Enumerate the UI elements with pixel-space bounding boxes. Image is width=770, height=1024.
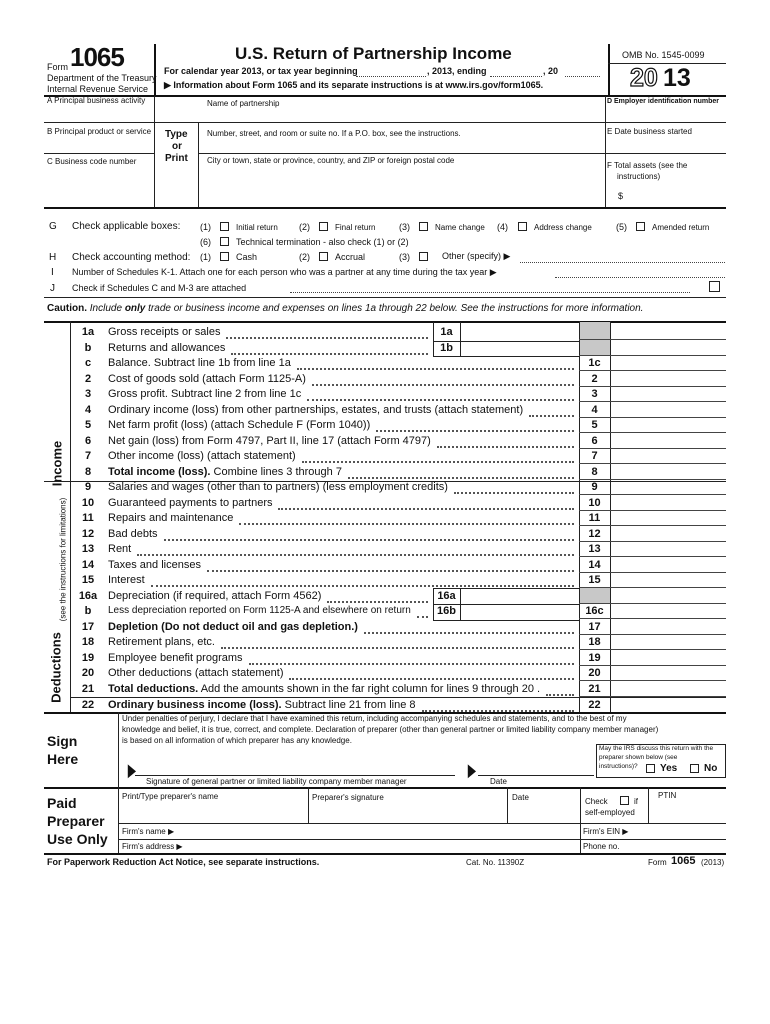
line-label: Rent — [108, 543, 132, 555]
omb-number: OMB No. 1545-0099 — [622, 50, 705, 60]
check-boxes-label: Check applicable boxes: — [72, 221, 181, 232]
line-label: Other deductions (attach statement) — [108, 667, 284, 679]
here-title: Here — [47, 751, 79, 767]
line-label: Gross receipts or sales — [108, 326, 221, 338]
line-box-number: 6 — [591, 435, 598, 447]
line-box-number: 14 — [588, 559, 601, 571]
line-number: 21 — [81, 683, 95, 695]
line-box-number: 15 — [588, 574, 601, 586]
line-amount-field[interactable] — [612, 665, 724, 679]
ein-field[interactable] — [608, 108, 724, 121]
line-amount-field[interactable] — [612, 510, 724, 524]
phone-label: Phone no. — [583, 842, 620, 851]
initial-return-checkbox[interactable] — [220, 222, 229, 231]
sign-arrow-icon: ▶ — [127, 760, 137, 780]
line-number: b — [84, 342, 92, 354]
print-word: Print — [165, 153, 188, 164]
sign-date-label: Date — [490, 777, 507, 786]
line-number: 22 — [81, 699, 95, 711]
line-box-number: 18 — [588, 636, 601, 648]
line-box-number: 4 — [591, 404, 598, 416]
info-line: ▶ Information about Form 1065 and its separate instructions is at www.irs.gov/form1065. — [164, 80, 544, 90]
line-box-number: 11 — [588, 512, 601, 524]
line-box-number: 16c — [585, 605, 604, 617]
line-box-number: 21 — [588, 683, 601, 695]
line-number: 20 — [81, 667, 95, 679]
partnership-name-label: Name of partnership — [207, 99, 280, 108]
line-amount-field[interactable] — [612, 355, 724, 369]
schedules-k1-label: Number of Schedules K-1. Attach one for each person who was a partner at any time during the tax year ▶ — [72, 267, 497, 277]
phone-field[interactable] — [630, 840, 724, 852]
line-box-number: 10 — [588, 497, 601, 509]
sign-date-field[interactable] — [480, 760, 590, 774]
line-amount-field[interactable] — [612, 495, 724, 509]
line-box-number: 22 — [588, 699, 601, 711]
line-label: Depletion (Do not deduct oil and gas depletion.) — [108, 621, 358, 633]
line-number: 4 — [84, 404, 92, 416]
line-label: Returns and allowances — [108, 342, 226, 354]
line-number: 17 — [81, 621, 95, 633]
total-assets-field[interactable] — [628, 190, 724, 203]
city-field[interactable] — [200, 170, 603, 200]
line-box-number: 7 — [591, 450, 598, 462]
line-label: Retirement plans, etc. — [108, 636, 215, 648]
line-number: c — [84, 357, 92, 369]
form-word: Form — [47, 62, 68, 72]
line-box-number: 17 — [588, 621, 601, 633]
firm-ein-label: Firm's EIN ▶ — [583, 827, 629, 836]
line-box-number: 8 — [591, 466, 598, 478]
line-number: 18 — [81, 636, 95, 648]
paperwork-notice: For Paperwork Reduction Act Notice, see separate instructions. — [47, 857, 320, 867]
line-label: Total income (loss). Combine lines 3 through 7 — [108, 466, 342, 478]
address-change-checkbox[interactable] — [518, 222, 527, 231]
firm-name-field[interactable] — [200, 825, 576, 837]
line-number: 1a — [81, 326, 95, 338]
deductions-side-label: Deductions — [48, 632, 64, 703]
mid-box-number: 16a — [437, 590, 456, 602]
city-label: City or town, state or province, country, and ZIP or foreign postal code — [207, 156, 455, 165]
line-amount-field[interactable] — [612, 619, 724, 633]
date-started-label: E Date business started — [607, 127, 692, 136]
line-a-label: A Principal business activity — [47, 96, 146, 105]
line-amount-field[interactable] — [612, 650, 724, 664]
firm-name-label: Firm's name ▶ — [122, 827, 175, 836]
line-number: 12 — [81, 528, 95, 540]
preparer-signature-field[interactable] — [311, 805, 504, 820]
total-assets-label: F Total assets (see the — [607, 161, 688, 170]
address-label: Number, street, and room or suite no. If a P.O. box, see the instructions. — [207, 129, 461, 138]
schedules-c-m3-checkbox[interactable] — [709, 281, 720, 292]
technical-termination-checkbox[interactable] — [220, 237, 229, 246]
line-number: 2 — [84, 373, 92, 385]
deductions-limitations-note: (see the instructions for limitations) — [58, 497, 68, 622]
form-number: 1065 — [70, 42, 124, 72]
calendar-year-line: For calendar year 2013, or tax year beginning — [164, 66, 358, 76]
line-number: 16a — [78, 590, 98, 602]
line-amount-field[interactable] — [612, 603, 724, 617]
ptin-field[interactable] — [651, 803, 724, 821]
line-number: 14 — [81, 559, 95, 571]
ein-label: D Employer identification number — [607, 98, 720, 105]
line-amount-field[interactable] — [612, 448, 724, 462]
line-label: Balance. Subtract line 1b from line 1a — [108, 357, 291, 369]
accounting-method-label: Check accounting method: — [72, 252, 191, 263]
line-amount-field[interactable] — [612, 417, 724, 431]
line-label: Ordinary income (loss) from other partnerships, estates, and trusts (attach statement) — [108, 404, 524, 416]
line-label: Less depreciation reported on Form 1125-A and elsewhere on return — [108, 605, 411, 616]
line-c-label: C Business code number — [47, 157, 137, 166]
sign-title: Sign — [47, 733, 78, 749]
line-box-number: 3 — [591, 388, 598, 400]
preparer-date-label: Date — [512, 793, 529, 802]
line-box-number: 13 — [588, 543, 601, 555]
amended-return-checkbox[interactable] — [636, 222, 645, 231]
catalog-number: Cat. No. 11390Z — [466, 858, 525, 867]
line-label: Taxes and licenses — [108, 559, 201, 571]
use-only-title: Use Only — [47, 831, 108, 847]
name-change-checkbox[interactable] — [419, 222, 428, 231]
line-label: Employee benefit programs — [108, 652, 243, 664]
line-label: Bad debts — [108, 528, 158, 540]
line-number: 13 — [81, 543, 95, 555]
form-title: U.S. Return of Partnership Income — [235, 44, 512, 63]
line-label: Cost of goods sold (attach Form 1125-A) — [108, 373, 306, 385]
line-label: Gross profit. Subtract line 2 from line 1c — [108, 388, 302, 400]
line-label: Guaranteed payments to partners — [108, 497, 273, 509]
schedules-c-m3-label: Check if Schedules C and M-3 are attached — [72, 283, 247, 293]
line-amount-field[interactable] — [612, 386, 724, 400]
line-amount-field[interactable] — [612, 464, 724, 478]
final-return-checkbox[interactable] — [319, 222, 328, 231]
irs-name: Internal Revenue Service — [47, 84, 149, 94]
irs-discuss-no-checkbox[interactable] — [690, 764, 699, 773]
line-amount-field[interactable] — [612, 572, 724, 586]
line-label: Net farm profit (loss) (attach Schedule F (Form 1040)) — [108, 419, 371, 431]
ptin-label: PTIN — [658, 791, 677, 800]
dollar-sign: $ — [618, 191, 624, 201]
line-amount-field[interactable] — [612, 697, 724, 711]
firm-address-label: Firm's address ▶ — [122, 842, 183, 851]
dept-treasury: Department of the Treasury — [47, 73, 157, 83]
other-method-checkbox[interactable] — [419, 252, 428, 261]
line-box-number: 9 — [591, 481, 598, 493]
line-number: 7 — [84, 450, 92, 462]
line-label: Net gain (loss) from Form 4797, Part II, line 17 (attach Form 4797) — [108, 435, 431, 447]
signature-label: Signature of general partner or limited liability company member manager — [146, 777, 407, 786]
line-box-number: 5 — [591, 419, 598, 431]
date-started-field[interactable] — [608, 138, 724, 152]
line-amount-field[interactable] — [612, 557, 724, 571]
line-amount-field[interactable] — [612, 634, 724, 648]
line-number: 5 — [84, 419, 92, 431]
line-label: Ordinary business income (loss). Subtract line 21 from line 8 — [108, 699, 416, 711]
caution-note: Caution. Include only trade or business income and expenses on lines 1a through 22 below. See the instructions for more information. — [47, 303, 644, 314]
line-label: Repairs and maintenance — [108, 512, 234, 524]
partner-signature-field[interactable] — [140, 760, 455, 774]
line-amount-field[interactable] — [612, 541, 724, 555]
firm-address-field[interactable] — [200, 840, 576, 852]
line-amount-field[interactable] — [612, 402, 724, 416]
preparer-name-label: Print/Type preparer's name — [122, 792, 219, 801]
mid-box-number: 1b — [440, 342, 453, 354]
mid-box-number: 1a — [440, 326, 453, 338]
mid-box-number: 16b — [437, 605, 456, 617]
line-amount-field[interactable] — [612, 371, 724, 385]
line-amount-field[interactable] — [612, 479, 724, 493]
line-number: b — [84, 605, 92, 617]
line-box-number: 20 — [588, 667, 601, 679]
line-number: 19 — [81, 652, 95, 664]
mid-amount-field[interactable] — [462, 603, 577, 617]
preparer-name-field[interactable] — [121, 805, 306, 820]
line-label: Other income (loss) (attach statement) — [108, 450, 296, 462]
line-amount-field[interactable] — [612, 433, 724, 447]
tax-year-bold: 13 — [663, 64, 691, 92]
line-box-number: 2 — [591, 373, 598, 385]
mid-amount-field[interactable] — [462, 340, 577, 354]
type-word: Type — [165, 129, 188, 140]
line-box-number: 1c — [588, 357, 601, 369]
line-number: 9 — [84, 481, 92, 493]
line-label: Interest — [108, 574, 145, 586]
partnership-name-field[interactable] — [200, 110, 603, 121]
line-label: Salaries and wages (other than to partners) (less employment credits) — [108, 481, 448, 493]
cash-checkbox[interactable] — [220, 252, 229, 261]
address-field[interactable] — [200, 140, 603, 151]
line-number: 10 — [81, 497, 95, 509]
line-amount-field[interactable] — [612, 681, 724, 695]
line-label: Depreciation (if required, attach Form 4562) — [108, 590, 322, 602]
paid-title: Paid — [47, 795, 77, 811]
irs-discuss-yes-checkbox[interactable] — [646, 764, 655, 773]
date-arrow-icon: ▶ — [467, 760, 477, 780]
tax-year-outline: 20 — [630, 64, 658, 92]
line-number: 11 — [82, 512, 94, 524]
mid-amount-field[interactable] — [462, 588, 577, 602]
line-amount-field[interactable] — [612, 526, 724, 540]
preparer-signature-label: Preparer's signature — [312, 793, 384, 802]
preparer-title: Preparer — [47, 813, 105, 829]
income-side-label: Income — [49, 440, 65, 487]
self-employed-label: self-employed — [585, 808, 635, 817]
line-number: 15 — [81, 574, 95, 586]
line-label: Total deductions. Add the amounts shown in the far right column for lines 9 through 20 . — [108, 683, 541, 695]
penalty-statement: Under penalties of perjury, I declare that I have examined this return, including accompanying schedules and statements, and to the best of my — [122, 714, 627, 723]
line-box-number: 12 — [588, 528, 601, 540]
line-b-label: B Principal product or service — [47, 127, 152, 136]
line-number: 3 — [84, 388, 92, 400]
footer-form-number: 1065 — [671, 855, 696, 867]
firm-ein-field[interactable] — [640, 825, 724, 837]
self-employed-checkbox[interactable] — [620, 796, 629, 805]
or-word: or — [172, 141, 182, 152]
line-box-number: 19 — [588, 652, 601, 664]
line-number: 8 — [84, 466, 92, 478]
mid-amount-field[interactable] — [462, 324, 577, 338]
accrual-checkbox[interactable] — [319, 252, 328, 261]
preparer-date-field[interactable] — [510, 805, 578, 820]
line-number: 6 — [84, 435, 92, 447]
